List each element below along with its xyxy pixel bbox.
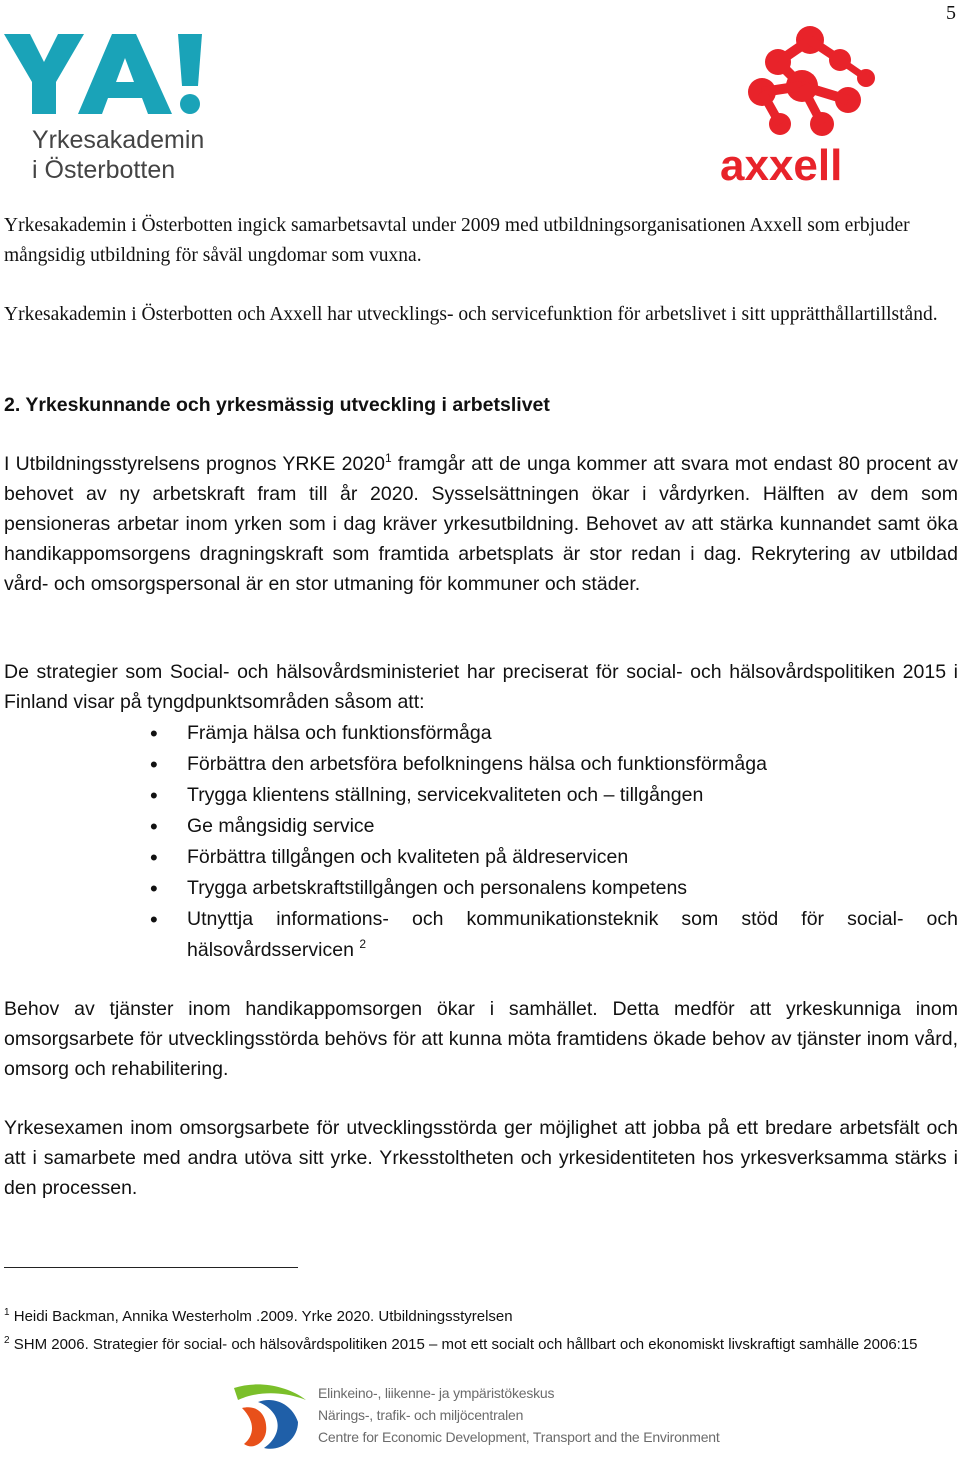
footnote-text: Heidi Backman, Annika Westerholm .2009. Yrke 2020. Utbildningsstyrelsen [9, 1308, 513, 1325]
ely-line-en: Centre for Economic Development, Transport and the Environment [318, 1429, 720, 1445]
axxell-wordmark: axxell [720, 141, 843, 188]
list-item: • Trygga arbetskraftstillgången och personalens kompetens [150, 873, 958, 904]
ely-logo-text [318, 1382, 720, 1448]
paragraph-strategies: De strategier som Social- och hälsovårdsministeriet har preciserat för social- och hälsovårdspolitiken 2015 i Finland visar på tyngdpunktsområden såsom att: [4, 661, 958, 713]
footnote-text: SHM 2006. Strategier för social- och hälsovårdspolitiken 2015 – mot ett socialt och hållbart och ekonomiskt livskraftigt samhälle 2006:15 [9, 1336, 918, 1353]
ya-logo-line1: Yrkesakademin [32, 126, 204, 154]
list-item: • Ge mångsidig service [150, 811, 958, 842]
section-heading: 2. Yrkeskunnande och yrkesmässig utveckling i arbetslivet [4, 394, 550, 416]
list-item: • Förbättra den arbetsföra befolkningens hälsa och funktionsförmåga [150, 749, 958, 780]
prognosis-text-rest: framgår att de unga kommer att svara mot endast 80 procent av behovet av ny arbetskraft fram till år 2020. Sysselsättningen ökar i vårdyrken. Hälften av dem som pensioneras arbetar inom yrken som i dag kräver yrkesutbildning. Behovet av att stärka kunnandet samt öka handikappomsorgens dragningskraft som framtida arbetsplats är stor redan i dag. Rekrytering av utbildad vård- och omsorgspersonal är en stor utmaning för kommuner och städer. [4, 453, 958, 595]
footnote-1 [4, 1306, 958, 1328]
paragraph-intro: Yrkesakademin i Österbotten ingick samarbetsavtal under 2009 med utbildningsorganisationen Axxell som erbjuder mångsidig utbildning för såväl ungdomar som vuxna. [4, 215, 910, 266]
list-item: • Förbättra tillgången och kvaliteten på äldreservicen [150, 842, 958, 873]
ely-centre-logo [228, 1378, 748, 1454]
ely-line-sv: Närings-, trafik- och miljöcentralen [318, 1407, 524, 1423]
paragraph-prognosis [4, 449, 958, 599]
paragraph-service: Yrkesakademin i Österbotten och Axxell har utvecklings- och servicefunktion för arbetslivet i sitt upprätthållartillstånd. [4, 304, 938, 325]
footnote-ref-1: 1 [385, 451, 392, 465]
list-item: • Främja hälsa och funktionsförmåga [150, 718, 958, 749]
prognosis-text-start: I Utbildningsstyrelsens prognos YRKE 2020 [4, 453, 385, 475]
footnote-number: 2 [4, 1335, 10, 1346]
list-item [150, 904, 958, 966]
footnote-2 [4, 1334, 958, 1356]
ya-logo-line2: i Österbotten [32, 156, 176, 184]
page-number: 5 [946, 2, 956, 24]
list-item: • Trygga klientens ställning, servicekvaliteten och – tillgången [150, 780, 958, 811]
yrkesakademin-logo [4, 28, 204, 188]
ely-emblem-icon [228, 1378, 312, 1454]
paragraph-degree: Yrkesexamen inom omsorgsarbete för utvecklingsstörda ger möjlighet att jobba på ett bredare arbetsfält och att i samarbete med andra utöva sitt yrke. Yrkesstoltheten och yrkesidentiteten hos yrkesverksamma stärks i den processen. [4, 1117, 958, 1199]
last-bullet-text: Utnyttja informations- och kommunikationsteknik som stöd för social- och hälsovårdsservicen [187, 908, 958, 961]
ely-line-fi: Elinkeino-, liikenne- ja ympäristökeskus [318, 1385, 555, 1401]
footnote-ref-2: 2 [359, 937, 367, 951]
footnote-divider [4, 1267, 298, 1268]
footnote-number: 1 [4, 1307, 10, 1318]
axxell-logo [716, 20, 912, 188]
strategy-list [150, 718, 958, 966]
paragraph-needs: Behov av tjänster inom handikappomsorgen ökar i samhället. Detta medför att yrkeskunniga inom omsorgsarbete för utvecklingsstörda behövs för att kunna möta framtidens ökade behov av tjänster inom vård, omsorg och rehabilitering. [4, 998, 958, 1080]
